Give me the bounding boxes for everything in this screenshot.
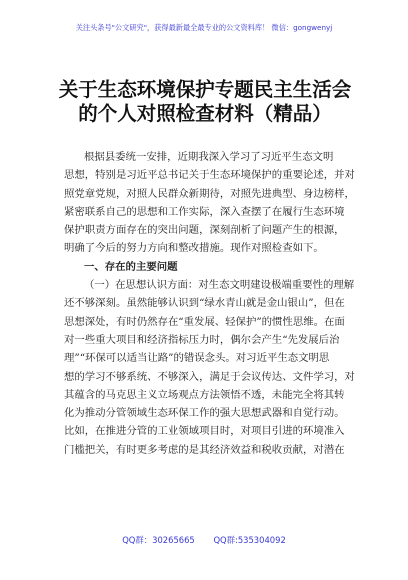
intro-line: 思想，特别是习近平总书记关于生态环境保护的重要论述，并对 bbox=[64, 169, 355, 182]
title-line-1: 关于生态环境保护专题民主生活会 bbox=[58, 78, 352, 101]
section-line: 思想深处，有时仍然存在“重发展、轻保护”的惯性思维。在面 bbox=[64, 315, 345, 328]
section-line: 门槛把关，有时更多考虑的是其经济效益和税收贡献，对潜在 bbox=[64, 443, 345, 456]
footer-qq-group-1: QQ群：30265665 bbox=[122, 535, 195, 545]
footer-contacts bbox=[0, 534, 408, 546]
intro-line: 照党章党规，对照人民群众新期待，对照先进典型、身边榜样， bbox=[64, 187, 355, 200]
section-line: 其蕴含的马克思主义立场观点方法领悟不透，未能完全将其转 bbox=[64, 388, 345, 401]
document-body bbox=[64, 148, 369, 459]
header-note: 关注头条号"公文研究"，获得最新最全最专业的公文资料库！ 微信：gongwenyj bbox=[75, 23, 333, 32]
intro-line: 根据县委统一安排，近期我深入学习了习近平生态文明 bbox=[84, 151, 334, 163]
section-line: 想的学习不够系统、不够深入，满足于会议传达、文件学习，对 bbox=[64, 370, 355, 383]
section-line: 理”“环保可以适当让路”的错误念头。对习近平生态文明思 bbox=[64, 352, 330, 365]
section-line: 化为推动分管领域生态环保工作的强大思想武器和自觉行动。 bbox=[64, 407, 345, 420]
intro-line: 保护职责方面存在的突出问题，深刻剖析了问题产生的根源， bbox=[64, 224, 345, 237]
section-line: （一）在思想认识方面：对生态文明建设极端重要性的理解 bbox=[84, 279, 355, 292]
title-line-2: 的个人对照检查材料（精品） bbox=[78, 102, 332, 125]
document-title bbox=[40, 78, 370, 126]
section-heading: 一、存在的主要问题 bbox=[84, 260, 178, 273]
section-line: 比如，在推进分管的工业领域项目时，对项目引进的环境准入 bbox=[64, 425, 345, 438]
section-line: 对一些重大项目和经济指标压力时，偶尔会产生“先发展后治 bbox=[64, 333, 340, 346]
footer-qq-group-2: QQ群:535304092 bbox=[213, 535, 286, 545]
intro-line: 明确了今后的努力方向和整改措施。现作对照检查如下。 bbox=[64, 242, 324, 255]
section-line: 还不够深刻。虽然能够认识到“绿水青山就是金山银山”，但在 bbox=[64, 297, 345, 310]
intro-line: 紧密联系自己的思想和工作实际，深入查摆了在履行生态环境 bbox=[64, 205, 345, 218]
